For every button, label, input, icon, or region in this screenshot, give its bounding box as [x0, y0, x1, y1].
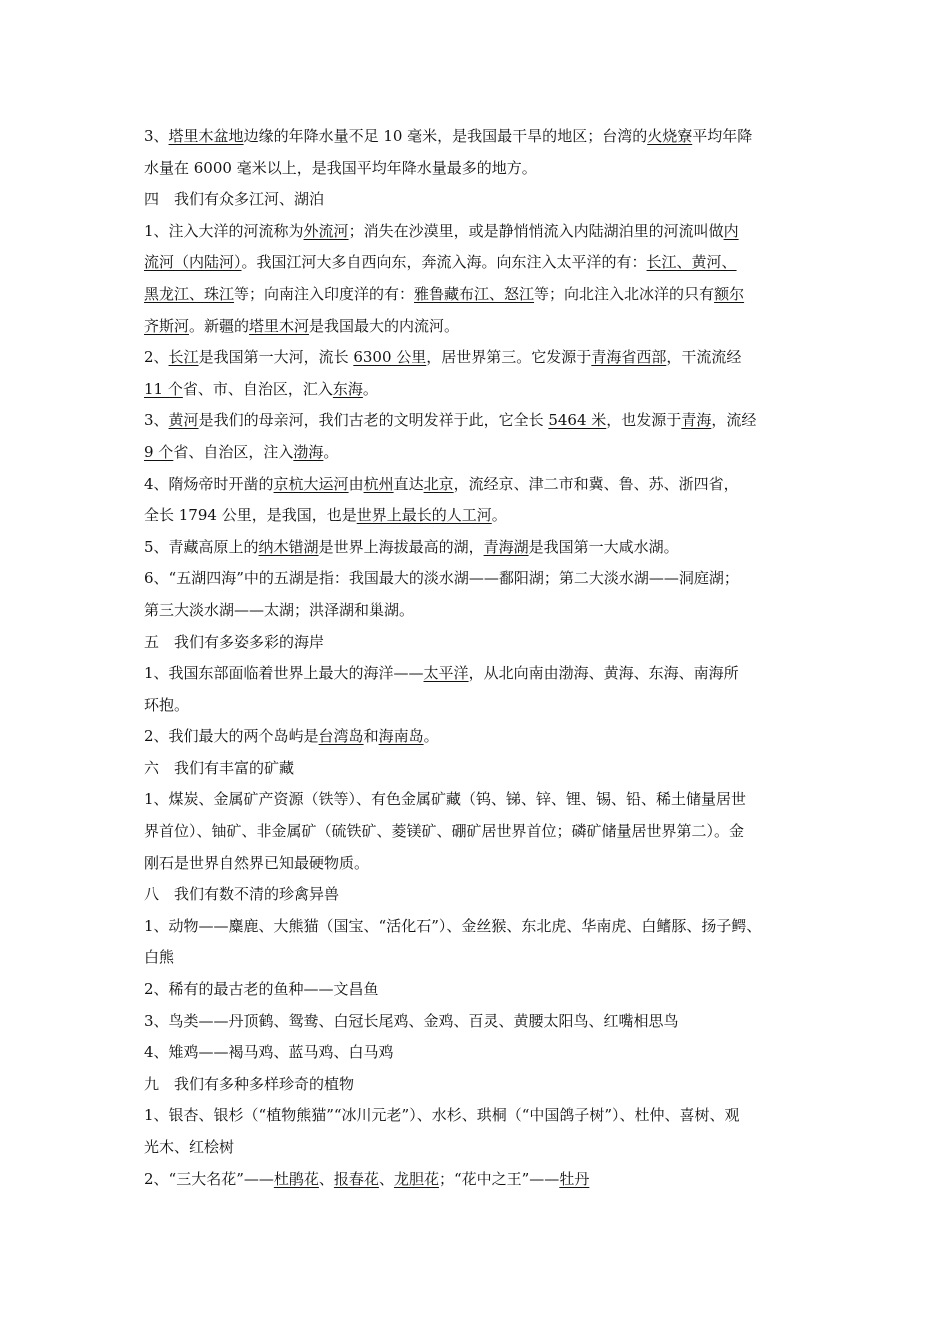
text-line: [144, 816, 810, 848]
text-run: 。新疆的: [189, 316, 250, 335]
text-run: 2、: [144, 348, 169, 367]
text-run: 是我国第一大河，流长: [198, 348, 354, 367]
underlined-term: 杭州: [363, 474, 394, 493]
text-line: [144, 1132, 810, 1164]
text-run: 3、: [144, 411, 169, 430]
text-run: 、: [378, 1169, 394, 1188]
underlined-term: 11 个: [144, 379, 183, 398]
text-run: ；“花中之王”——: [438, 1169, 560, 1188]
underlined-term: 长江: [168, 348, 199, 367]
text-line: [144, 1100, 810, 1132]
text-line: [144, 247, 810, 279]
text-run: ，流经京、津二市和冀、鲁、苏、浙四省，: [453, 474, 739, 493]
text-line: [144, 879, 810, 911]
text-line: [144, 942, 810, 974]
text-run: 光木、红桧树: [144, 1138, 235, 1156]
underlined-term: 渤海: [293, 442, 324, 461]
text-run: 2、我们最大的两个岛屿是: [144, 727, 319, 746]
underlined-term: 青海湖: [483, 537, 529, 556]
document-body: [144, 121, 810, 1195]
text-run: 五 我们有多姿多彩的海岸: [144, 632, 325, 651]
underlined-term: 6300 公里: [353, 348, 427, 367]
text-line: [144, 721, 810, 753]
text-run: 和: [363, 727, 379, 746]
text-run: 全长 1794 公里，是我国，也是: [144, 506, 357, 525]
text-run: 4、雉鸡——褐马鸡、蓝马鸡、白马鸡: [144, 1043, 394, 1062]
text-run: 由: [348, 474, 364, 493]
text-run: 四 我们有众多江河、湖泊: [144, 190, 325, 209]
text-line: [144, 469, 810, 501]
text-run: ，也发源于: [606, 411, 682, 430]
text-run: ，居世界第三。它发源于: [426, 348, 592, 367]
text-line: [144, 216, 810, 248]
underlined-term: 京杭大运河: [273, 474, 349, 493]
text-run: 六 我们有丰富的矿藏: [144, 758, 295, 777]
underlined-term: 雅鲁藏布江、怒江: [414, 284, 535, 303]
text-run: 是我国最大的内流河。: [309, 316, 460, 335]
underlined-term: 太平洋: [423, 664, 469, 683]
text-line: [144, 658, 810, 690]
text-line: [144, 1069, 810, 1101]
text-run: 1、我国东部面临着世界上最大的海洋——: [144, 664, 424, 683]
underlined-term: 长江、黄河、: [646, 253, 737, 272]
underlined-term: 流河（内陆河）: [144, 253, 242, 272]
underlined-term: 黑龙江、珠江: [144, 284, 235, 303]
underlined-term: 火烧寮: [647, 127, 693, 145]
text-run: 水量在 6000 毫米以上，是我国平均年降水量最多的地方。: [144, 158, 537, 177]
underlined-term: 世界上最长的人工河: [356, 506, 492, 525]
underlined-term: 龙胆花: [393, 1169, 439, 1188]
text-run: 4、隋炀帝时开凿的: [144, 474, 274, 493]
underlined-term: 齐斯河: [144, 316, 190, 335]
text-line: [144, 342, 810, 374]
text-line: [144, 848, 810, 880]
underlined-term: 5464 米: [548, 411, 607, 430]
text-run: 是我们的母亲河，我们古老的文明发祥于此，它全长: [198, 411, 549, 430]
text-run: 。: [323, 442, 339, 461]
underlined-term: 额尔: [714, 284, 745, 303]
text-run: 是世界上海拔最高的湖，: [318, 537, 484, 556]
underlined-term: 纳木错湖: [258, 537, 319, 556]
text-run: 是我国第一大咸水湖。: [528, 537, 679, 556]
text-line: [144, 311, 810, 343]
text-run: 白熊: [144, 948, 175, 967]
text-run: ，干流流经: [666, 348, 742, 367]
text-line: [144, 153, 810, 185]
text-run: ；消失在沙漠里，或是静悄悄流入内陆湖泊里的河流叫做: [348, 221, 724, 240]
text-line: [144, 500, 810, 532]
underlined-term: 青海省西部: [591, 348, 667, 367]
text-run: 1、煤炭、金属矿产资源（铁等）、有色金属矿藏（钨、锑、锌、锂、锡、铅、稀土储量居世: [144, 790, 747, 809]
underlined-term: 青海: [681, 411, 712, 430]
text-run: 平均年降: [692, 127, 753, 145]
text-run: ，流经: [711, 411, 757, 430]
underlined-term: 黄河: [168, 411, 199, 430]
underlined-term: 报春花: [333, 1169, 379, 1188]
text-line: [144, 374, 810, 406]
text-run: 直达: [393, 474, 424, 493]
text-line: [144, 753, 810, 785]
underlined-term: 台湾岛: [318, 727, 364, 746]
text-run: 1、动物——麋鹿、大熊猫（国宝、“活化石”）、金丝猴、东北虎、华南虎、白鳍豚、扬子鳄、: [144, 916, 762, 935]
underlined-term: 牡丹: [559, 1169, 590, 1188]
text-line: [144, 1006, 810, 1038]
text-run: 、: [318, 1169, 334, 1188]
text-run: 。我国江河大多自西向东，奔流入海。向东注入太平洋的有：: [241, 253, 647, 272]
text-run: 6、“五湖四海”中的五湖是指：我国最大的淡水湖——鄱阳湖；第二大淡水湖——洞庭湖；: [144, 569, 739, 588]
text-line: [144, 563, 810, 595]
text-line: [144, 1164, 810, 1196]
text-run: 第三大淡水湖——太湖；洪泽湖和巢湖。: [144, 600, 415, 619]
underlined-term: 北京: [423, 474, 454, 493]
text-run: 等；向南注入印度洋的有：: [234, 284, 415, 303]
text-run: 等；向北注入北冰洋的只有: [534, 284, 715, 303]
text-run: 省、自治区，注入: [173, 442, 294, 461]
text-line: [144, 595, 810, 627]
underlined-term: 内: [723, 221, 739, 240]
underlined-term: 塔里木河: [249, 316, 310, 335]
text-line: [144, 532, 810, 564]
text-run: 边缘的年降水量不足 10 毫米，是我国最干旱的地区；台湾的: [243, 127, 648, 145]
text-run: 3、: [144, 127, 169, 145]
text-line: [144, 784, 810, 816]
underlined-term: 塔里木盆地: [168, 127, 244, 145]
underlined-term: 东海: [332, 379, 363, 398]
text-run: 。: [491, 506, 507, 525]
text-run: 界首位）、铀矿、非金属矿（硫铁矿、菱镁矿、硼矿居世界首位；磷矿储量居世界第二）。金: [144, 822, 745, 841]
underlined-term: 海南岛: [378, 727, 424, 746]
text-run: 2、稀有的最古老的鱼种——文昌鱼: [144, 980, 379, 999]
text-line: [144, 184, 810, 216]
text-line: [144, 437, 810, 469]
text-line: [144, 405, 810, 437]
text-run: ，从北向南由渤海、黄海、东海、南海所: [468, 664, 739, 683]
text-line: [144, 1037, 810, 1069]
text-run: 八 我们有数不清的珍禽异兽: [144, 885, 340, 904]
underlined-term: 外流河: [303, 221, 349, 240]
text-run: 环抱。: [144, 695, 190, 714]
text-run: 3、鸟类——丹顶鹤、鸳鸯、白冠长尾鸡、金鸡、百灵、黄腰太阳鸟、红嘴相思鸟: [144, 1011, 679, 1030]
text-run: 2、“三大名花”——: [144, 1169, 274, 1188]
text-run: 。: [362, 379, 378, 398]
text-line: [144, 627, 810, 659]
text-run: 省、市、自治区，汇入: [182, 379, 333, 398]
text-run: 1、银杏、银杉（“植物熊猫”“冰川元老”）、水杉、珙桐（“中国鸽子树”）、杜仲、喜树、观: [144, 1106, 740, 1125]
text-run: 刚石是世界自然界已知最硬物质。: [144, 853, 370, 872]
text-line: [144, 911, 810, 943]
text-run: 。: [423, 727, 439, 746]
text-line: [144, 690, 810, 722]
underlined-term: 杜鹃花: [273, 1169, 319, 1188]
text-run: 九 我们有多种多样珍奇的植物: [144, 1074, 355, 1093]
underlined-term: 9 个: [144, 442, 174, 461]
text-line: [144, 974, 810, 1006]
text-line: [144, 121, 810, 153]
text-line: [144, 279, 810, 311]
text-run: 1、注入大洋的河流称为: [144, 221, 304, 240]
text-run: 5、青藏高原上的: [144, 537, 259, 556]
